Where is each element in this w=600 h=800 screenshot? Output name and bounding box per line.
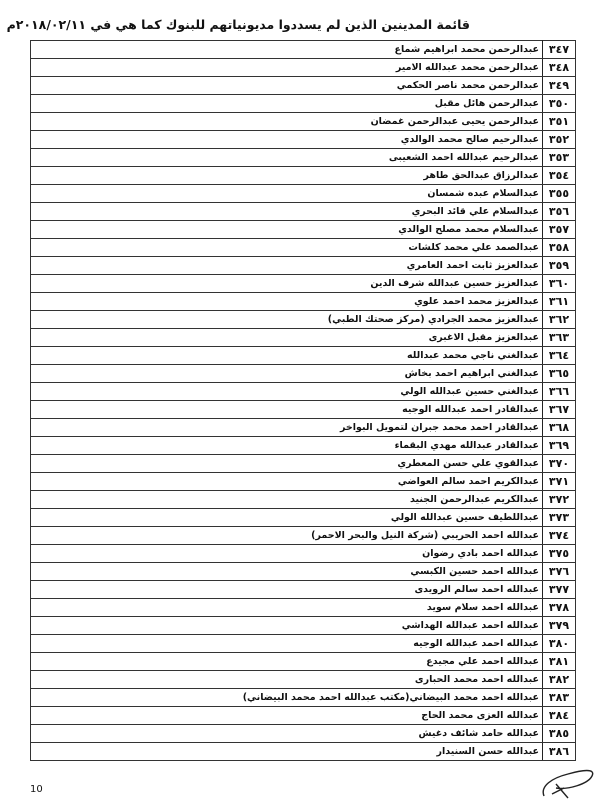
table-row — [31, 401, 576, 419]
table-row — [31, 725, 576, 743]
row-number: ٣٥٧ — [543, 221, 576, 239]
debtor-name: عبدالغني ناجي محمد عبدالله — [31, 347, 543, 365]
debtor-name: عبدالرحمن هائل مقبل — [31, 95, 543, 113]
table-row — [31, 437, 576, 455]
table-row — [31, 563, 576, 581]
debtors-table — [30, 40, 576, 761]
table-row — [31, 311, 576, 329]
debtor-name: عبدالعزيز ثابت احمد العامري — [31, 257, 543, 275]
table-row — [31, 185, 576, 203]
table-row — [31, 239, 576, 257]
debtor-name: عبدالله احمد علي مجيدع — [31, 653, 543, 671]
row-number: ٣٧٥ — [543, 545, 576, 563]
document-title: قائمة المدينين الذين لم يسددوا مديونياتهم للبنوك كما هي في ٢٠١٨/٠٢/١١م — [6, 17, 470, 32]
row-number: ٣٥٤ — [543, 167, 576, 185]
row-number: ٣٤٩ — [543, 77, 576, 95]
debtor-name: عبدالقوي علي حسن المعطري — [31, 455, 543, 473]
debtor-name: عبدالعزيز محمد احمد علوي — [31, 293, 543, 311]
table-row — [31, 293, 576, 311]
table-row — [31, 113, 576, 131]
table-row — [31, 653, 576, 671]
debtor-name: عبدالكريم عبدالرحمن الجنيد — [31, 491, 543, 509]
row-number: ٣٧٠ — [543, 455, 576, 473]
table-row — [31, 383, 576, 401]
row-number: ٣٥٣ — [543, 149, 576, 167]
row-number: ٣٧٧ — [543, 581, 576, 599]
debtor-name: عبدالرحيم عبدالله احمد الشعيبى — [31, 149, 543, 167]
debtor-name: عبدالله حسن السنيدار — [31, 743, 543, 761]
debtor-name: عبدالرحمن محمد عبدالله الامير — [31, 59, 543, 77]
row-number: ٣٤٨ — [543, 59, 576, 77]
debtor-name: عبدالسلام عبده شمسان — [31, 185, 543, 203]
debtor-name: عبدالرحمن محمد ناصر الحكمي — [31, 77, 543, 95]
debtor-name: عبدالسلام محمد مصلح الوالدي — [31, 221, 543, 239]
debtor-name: عبدالله احمد بادي رضوان — [31, 545, 543, 563]
row-number: ٣٨١ — [543, 653, 576, 671]
debtor-name: عبدالعزيز حسين عبدالله شرف الدين — [31, 275, 543, 293]
debtor-name: عبدالله احمد محمد الحبارى — [31, 671, 543, 689]
debtor-name: عبدالكريم احمد سالم العواضي — [31, 473, 543, 491]
table-row — [31, 473, 576, 491]
table-row — [31, 671, 576, 689]
row-number: ٣٧٨ — [543, 599, 576, 617]
row-number: ٣٦٥ — [543, 365, 576, 383]
row-number: ٣٨٠ — [543, 635, 576, 653]
debtor-name: عبدالقادر احمد عبدالله الوجيه — [31, 401, 543, 419]
table-row — [31, 347, 576, 365]
table-row — [31, 743, 576, 761]
row-number: ٣٧٢ — [543, 491, 576, 509]
table-row — [31, 545, 576, 563]
table-row — [31, 329, 576, 347]
row-number: ٣٨٦ — [543, 743, 576, 761]
table-row — [31, 257, 576, 275]
table-row — [31, 419, 576, 437]
table-row — [31, 95, 576, 113]
row-number: ٣٧٤ — [543, 527, 576, 545]
row-number: ٣٨٣ — [543, 689, 576, 707]
row-number: ٣٨٥ — [543, 725, 576, 743]
debtor-name: عبدالرحيم صالح محمد الوالدي — [31, 131, 543, 149]
row-number: ٣٥٠ — [543, 95, 576, 113]
table-row — [31, 41, 576, 59]
row-number: ٣٨٢ — [543, 671, 576, 689]
row-number: ٣٦٦ — [543, 383, 576, 401]
table-row — [31, 365, 576, 383]
debtor-name: عبدالرحمن يحيى عبدالرحمن غمضان — [31, 113, 543, 131]
row-number: ٣٥٩ — [543, 257, 576, 275]
table-row — [31, 131, 576, 149]
debtor-name: عبدالصمد علي محمد كلشات — [31, 239, 543, 257]
table-row — [31, 59, 576, 77]
debtor-name: عبدالغني حسين عبدالله الولي — [31, 383, 543, 401]
table-row — [31, 455, 576, 473]
debtor-name: عبدالغني ابراهيم احمد بخاش — [31, 365, 543, 383]
row-number: ٣٦٢ — [543, 311, 576, 329]
row-number: ٣٥٦ — [543, 203, 576, 221]
row-number: ٣٦٣ — [543, 329, 576, 347]
debtor-name: عبدالقادر عبدالله مهدي البقماء — [31, 437, 543, 455]
table-row — [31, 509, 576, 527]
table-row — [31, 689, 576, 707]
debtor-name: عبدالله احمد سلام سويد — [31, 599, 543, 617]
row-number: ٣٦٤ — [543, 347, 576, 365]
row-number: ٣٥٥ — [543, 185, 576, 203]
signature-icon — [538, 762, 598, 800]
row-number: ٣٤٧ — [543, 41, 576, 59]
row-number: ٣٥٢ — [543, 131, 576, 149]
row-number: ٣٧٣ — [543, 509, 576, 527]
debtor-name: عبدالرحمن محمد ابراهيم شماع — [31, 41, 543, 59]
debtor-name: عبدالعزيز مقبل الاغبرى — [31, 329, 543, 347]
row-number: ٣٧٦ — [543, 563, 576, 581]
table-row — [31, 635, 576, 653]
debtor-name: عبدالله حامد شائف دغيش — [31, 725, 543, 743]
debtor-name: عبدالله احمد سالم الرويدى — [31, 581, 543, 599]
table-row — [31, 617, 576, 635]
table-row — [31, 221, 576, 239]
row-number: ٣٥١ — [543, 113, 576, 131]
debtor-name: عبدالله احمد حسين الكبسي — [31, 563, 543, 581]
row-number: ٣٦٠ — [543, 275, 576, 293]
page-number: 10 — [30, 784, 43, 795]
debtor-name: عبدالعزيز محمد الجرادي (مركز صحتك الطبي) — [31, 311, 543, 329]
debtor-name: عبدالله العزى محمد الحاج — [31, 707, 543, 725]
debtor-name: عبدالله احمد محمد البيضاني(مكتب عبدالله احمد محمد البيضاني) — [31, 689, 543, 707]
debtor-name: عبدالسلام علي قائد البحري — [31, 203, 543, 221]
row-number: ٣٥٨ — [543, 239, 576, 257]
table-row — [31, 203, 576, 221]
table-row — [31, 275, 576, 293]
debtor-name: عبداللطيف حسين عبدالله الولي — [31, 509, 543, 527]
row-number: ٣٧١ — [543, 473, 576, 491]
row-number: ٣٦٨ — [543, 419, 576, 437]
table-row — [31, 491, 576, 509]
table-row — [31, 77, 576, 95]
row-number: ٣٦٧ — [543, 401, 576, 419]
debtor-name: عبدالقادر احمد محمد جبران لتمويل البواخر — [31, 419, 543, 437]
table-row — [31, 599, 576, 617]
debtor-name: عبدالرزاق عبدالحق طاهر — [31, 167, 543, 185]
debtor-name: عبدالله احمد عبدالله الوجيه — [31, 635, 543, 653]
debtor-name: عبدالله احمد الحريبي (شركة النيل والبحر الاحمر) — [31, 527, 543, 545]
row-number: ٣٦١ — [543, 293, 576, 311]
table-row — [31, 149, 576, 167]
debtor-name: عبدالله احمد عبدالله الهداشي — [31, 617, 543, 635]
row-number: ٣٧٩ — [543, 617, 576, 635]
row-number: ٣٨٤ — [543, 707, 576, 725]
row-number: ٣٦٩ — [543, 437, 576, 455]
table-row — [31, 527, 576, 545]
table-row — [31, 167, 576, 185]
table-row — [31, 581, 576, 599]
table-row — [31, 707, 576, 725]
